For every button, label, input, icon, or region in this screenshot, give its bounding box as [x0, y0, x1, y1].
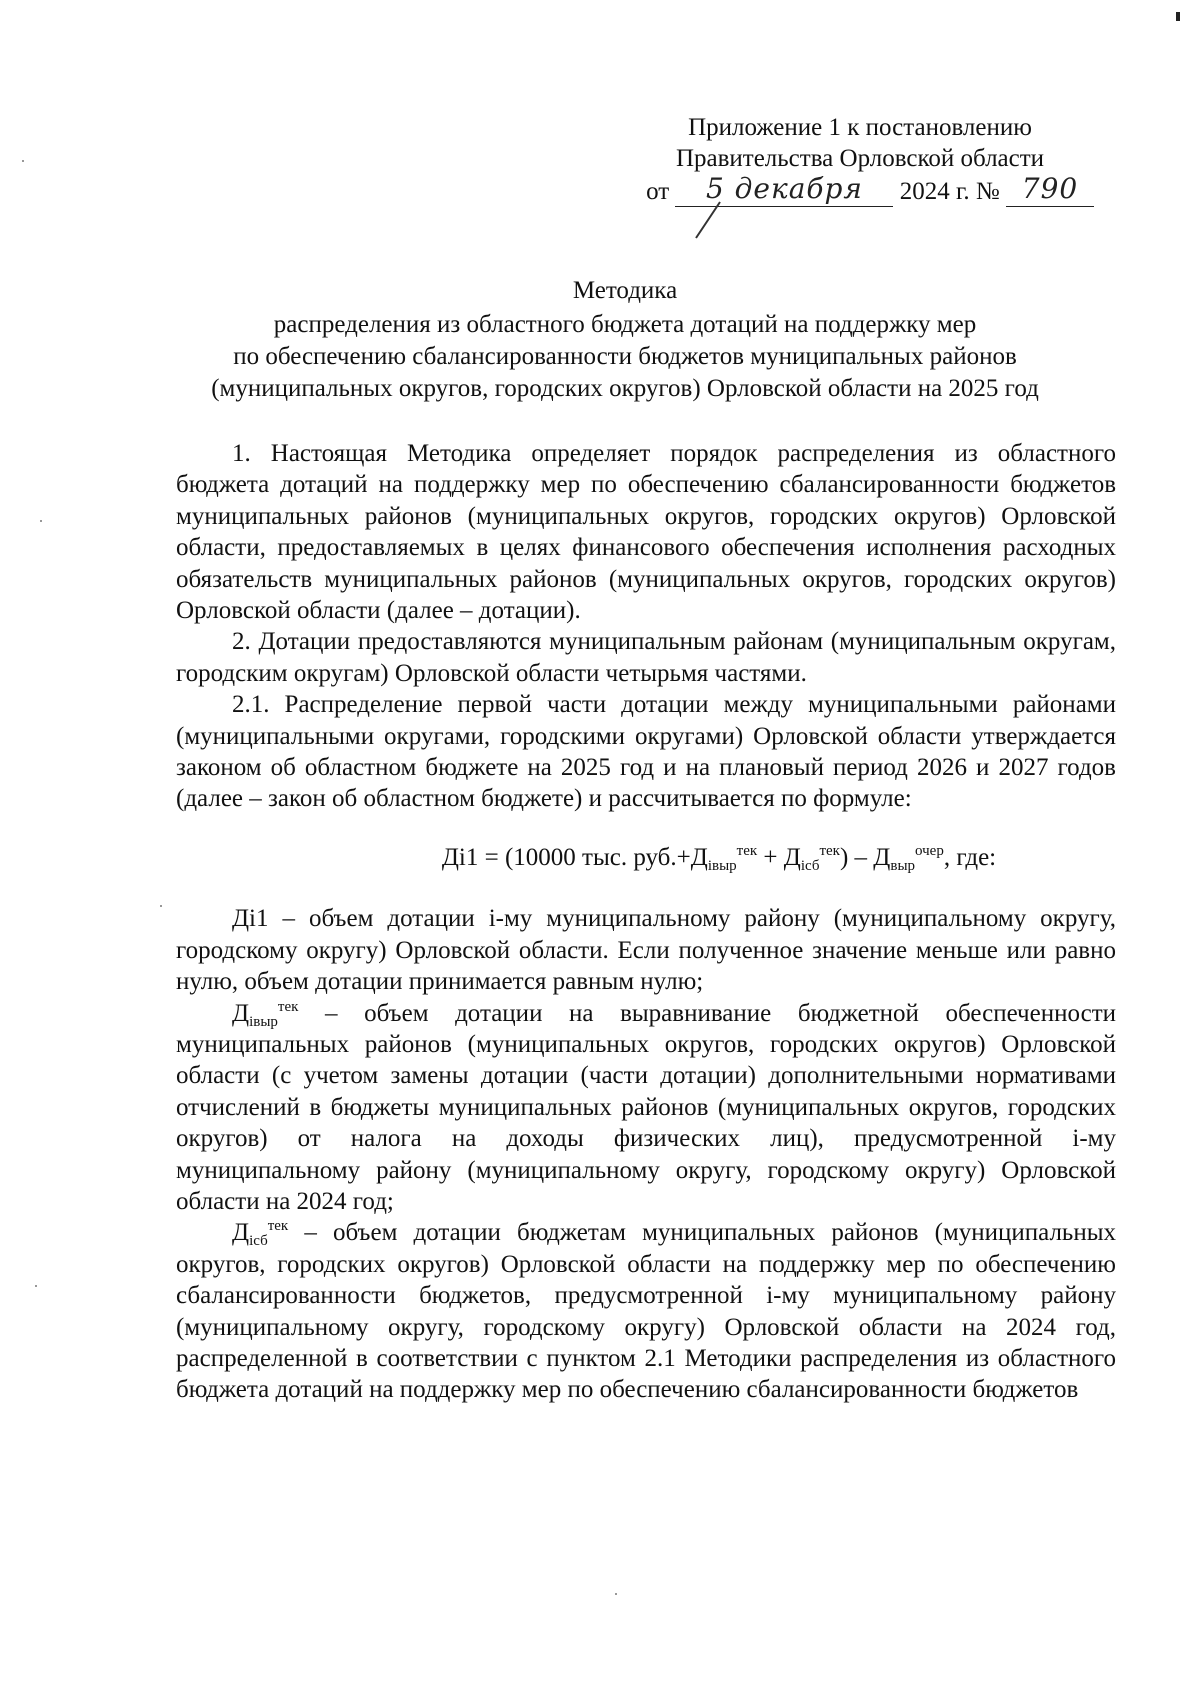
scan-speck — [615, 1593, 617, 1595]
formula-sub-1: iвыр — [707, 857, 737, 874]
scan-speck — [22, 160, 24, 162]
formula-sup-3: очер — [915, 842, 944, 859]
definition-text: – объем дотации бюджетам муниципальных районов (муниципальных округов, городских округов) Орловской области на поддержку мер по обеспечению сбалансированности бюджетов, предусмотренной i-му муниципальному району (муниципальному округу, городскому округу) Орловской области на 2024 год, распределенной в соответствии с пунктом 2.1 Методики распределения из областного бюджета дотаций на поддержку мер по обеспечению сбалансированности бюджетов — [176, 1219, 1116, 1404]
formula-sub-3: выр — [890, 857, 916, 874]
appendix-line-2: Правительства Орловской области — [675, 145, 1045, 172]
paragraph-2-1: 2.1. Распределение первой части дотации между муниципальными районами (муниципальными округами, городскими округами) Орловской области утверждается законом об областном бюджете на 2025 год и на плановый период 2026 и 2027 годов (далее – закон об областном бюджете) и рассчитывается по формуле: — [176, 691, 1116, 813]
appendix-from-label: от — [646, 178, 670, 205]
title-line-3: по обеспечению сбалансированности бюджетов муниципальных районов — [233, 343, 1017, 370]
paragraph-2: 2. Дотации предоставляются муниципальным районам (муниципальным округам, городским округам) Орловской области четырьмя частями. — [176, 628, 1116, 687]
symbol-sub: iвыр — [249, 1013, 278, 1030]
document-title — [150, 275, 1100, 405]
appendix-header — [600, 112, 1120, 208]
number-handwritten: 790 — [1021, 172, 1079, 205]
appendix-line-1: Приложение 1 к постановлению — [688, 114, 1032, 141]
title-line-1: Методика — [572, 277, 678, 304]
symbol-d: Д — [232, 999, 250, 1027]
definition-di1: Дi1 – объем дотации i-му муниципальному району (муниципальному округу, городскому округу) Орловской области. Если полученное значение меньше или равно нулю, объем дотации принимается равным нулю; — [176, 905, 1116, 996]
symbol-sub: iсб — [249, 1233, 268, 1250]
symbol-sup: тек — [267, 1218, 289, 1235]
scan-speck — [40, 520, 42, 522]
paragraph-1: 1. Настоящая Методика определяет порядок распределения из областного бюджета дотаций на поддержку мер по обеспечению сбалансированности бюджетов муниципальных районов (муниципальных округов, городских округов) Орловской области, предоставляемых в целях финансового обеспечения исполнения расходных обязательств муниципальных районов (муниципальных округов, городских округов) Орловской области (далее – дотации). — [176, 440, 1116, 625]
scan-speck — [35, 1285, 37, 1287]
formula-sub-2: iсб — [800, 857, 820, 874]
appendix-year-label: 2024 г. № — [899, 178, 1000, 205]
formula-sup-2: тек — [819, 842, 840, 859]
date-handwritten: 5 декабря — [705, 172, 863, 205]
formula — [176, 842, 1116, 873]
symbol-d: Д — [232, 1219, 250, 1247]
symbol-sup: тек — [277, 998, 299, 1015]
appendix-line-3 — [600, 174, 1120, 208]
definition-disb — [176, 1217, 1116, 1405]
formula-lhs: Дi1 = (10000 тыс. руб.+Д — [441, 843, 708, 871]
scan-mark — [1176, 12, 1180, 21]
formula-tail: , где: — [943, 843, 997, 871]
handwriting-stroke — [690, 200, 730, 240]
number-field — [1006, 173, 1094, 207]
definition-text: – объем дотации на выравнивание бюджетной обеспеченности муниципальных районов (муниципальных округов, городских округов) Орловской области (с учетом замены дотации (части дотации) дополнительными нормативами отчислений в бюджеты муниципальных районов (муниципальных округов, городских округов) от налога на доходы физических лиц), предусмотренной i-му муниципальному району (муниципальному округу, городскому округу) Орловской области на 2024 год; — [176, 999, 1116, 1215]
formula-sup-1: тек — [736, 842, 758, 859]
title-line-2: распределения из областного бюджета дотаций на поддержку мер — [273, 311, 977, 338]
formula-mid-1: + Д — [757, 843, 801, 871]
definition-divyr — [176, 998, 1116, 1218]
document-body — [176, 438, 1116, 1406]
title-line-4: (муниципальных округов, городских округов) Орловской области на 2025 год — [211, 375, 1039, 402]
scan-speck — [160, 905, 162, 907]
formula-mid-2: ) – Д — [839, 843, 891, 871]
